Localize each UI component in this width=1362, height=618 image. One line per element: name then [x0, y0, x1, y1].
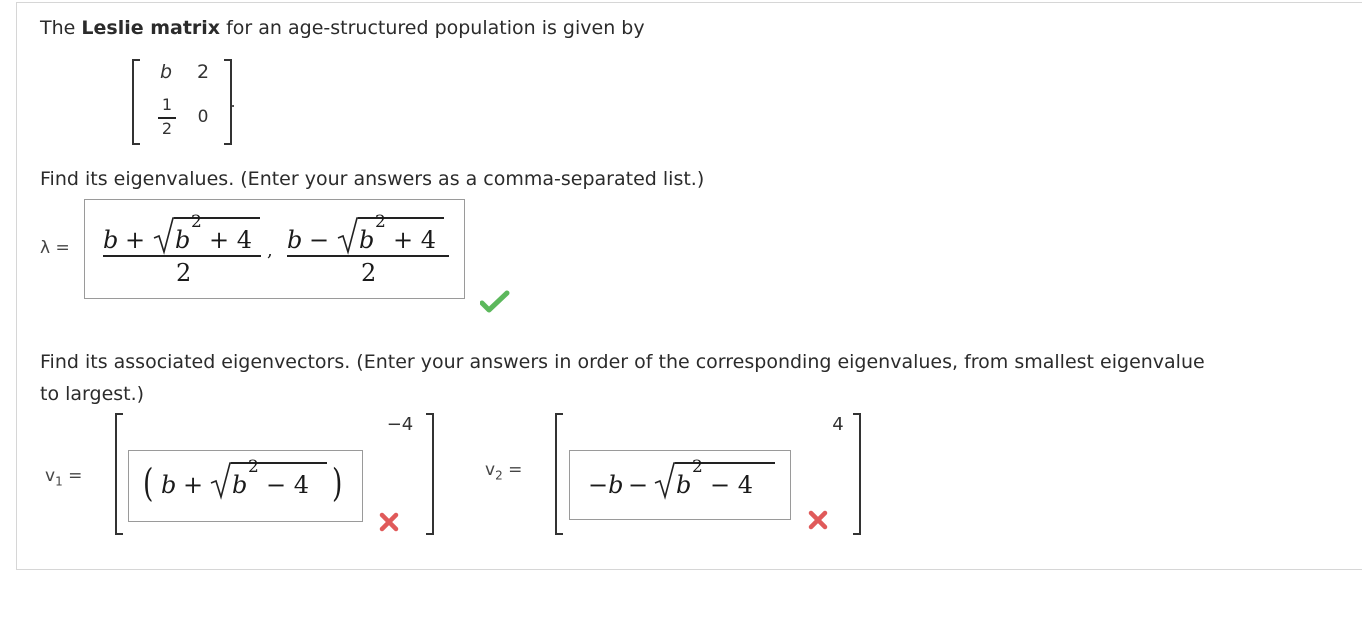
intro-bold: Leslie matrix — [81, 17, 221, 39]
v2-rad-b: b — [676, 471, 692, 499]
v1-answer-field[interactable] — [128, 450, 363, 522]
v2-rad-exp: 2 — [692, 457, 703, 477]
v2-top-value: 4 — [832, 414, 844, 435]
v1-rad-b: b — [232, 471, 248, 499]
eigenvectors-prompt-line2: to largest.) — [40, 383, 145, 405]
v1-label-eq: = — [68, 466, 83, 486]
v1-rad-exp: 2 — [248, 457, 259, 477]
v2-label — [485, 460, 522, 482]
matrix-r1c2: 2 — [196, 61, 210, 83]
frac1-den: 2 — [176, 259, 192, 287]
v2-left-bracket — [555, 413, 563, 535]
frac2-minus: − — [309, 226, 330, 254]
v1-label-sub: 1 — [55, 474, 63, 489]
sqrt2-bar — [358, 217, 444, 219]
v2-label-main: v — [485, 460, 496, 480]
v2-sqrt-bar — [675, 462, 775, 464]
intro-suffix: for an age-structured population is given by — [220, 17, 645, 39]
eigenvalues-prompt: Find its eigenvalues. (Enter your answers as a comma-separated list.) — [40, 168, 705, 190]
v1-left-bracket — [115, 413, 123, 535]
frac1-plus: + — [125, 226, 146, 254]
eigenvalues-answer-field[interactable] — [84, 199, 465, 299]
v1-label — [45, 466, 82, 488]
frac-comma: , — [267, 240, 273, 261]
v2-sqrt-icon — [654, 461, 676, 501]
matrix-r2c1-num: 1 — [161, 95, 173, 114]
correct-check-icon — [480, 290, 510, 314]
eigenvectors-prompt-line1: Find its associated eigenvectors. (Enter your answers in order of the corresponding eigenvalues, from smallest eigenvalue — [40, 351, 1205, 373]
sqrt1-bar — [174, 217, 260, 219]
v1-sqrt-bar — [231, 462, 327, 464]
sqrt1-b: b — [175, 226, 191, 254]
v2-answer-field[interactable] — [569, 450, 791, 520]
matrix-r1c1: b — [159, 61, 173, 83]
v1-sqrt-icon — [210, 461, 232, 501]
sqrt2-b: b — [359, 226, 375, 254]
v1-plus: + — [183, 471, 204, 499]
v1-rad-rest: − 4 — [266, 471, 310, 499]
intro-text — [40, 12, 645, 44]
frac2-den: 2 — [361, 259, 377, 287]
sqrt2-icon — [337, 216, 359, 256]
sqrt1-icon — [153, 216, 175, 256]
v1-open-paren: ( — [143, 461, 154, 505]
sqrt2-rest: + 4 — [393, 226, 437, 254]
v2-lead: −b — [588, 471, 624, 499]
lambda-label: λ = — [40, 238, 70, 258]
matrix-period: . — [230, 92, 236, 111]
sqrt1-rest: + 4 — [209, 226, 253, 254]
v1-label-main: v — [45, 466, 56, 486]
sqrt2-exp: 2 — [375, 212, 386, 232]
v2-minus: − — [628, 471, 649, 499]
incorrect-x-icon — [807, 509, 829, 531]
v1-top-value: −4 — [386, 414, 414, 435]
v1-close-paren: ) — [332, 461, 343, 505]
matrix-r2c2: 0 — [197, 107, 209, 127]
v2-label-eq: = — [508, 460, 523, 480]
v1-b: b — [161, 471, 177, 499]
matrix-r2c1-den: 2 — [161, 119, 173, 138]
incorrect-x-icon — [378, 511, 400, 533]
sqrt1-exp: 2 — [191, 212, 202, 232]
v1-right-bracket — [426, 413, 434, 535]
v2-right-bracket — [853, 413, 861, 535]
frac2-bar — [287, 255, 449, 257]
frac2-b: b — [287, 226, 303, 254]
intro-prefix: The — [40, 17, 82, 39]
matrix-left-bracket — [132, 59, 140, 145]
v2-label-sub: 2 — [495, 468, 503, 483]
v2-rad-rest: − 4 — [710, 471, 754, 499]
frac1-b: b — [103, 226, 119, 254]
frac1-bar — [103, 255, 261, 257]
